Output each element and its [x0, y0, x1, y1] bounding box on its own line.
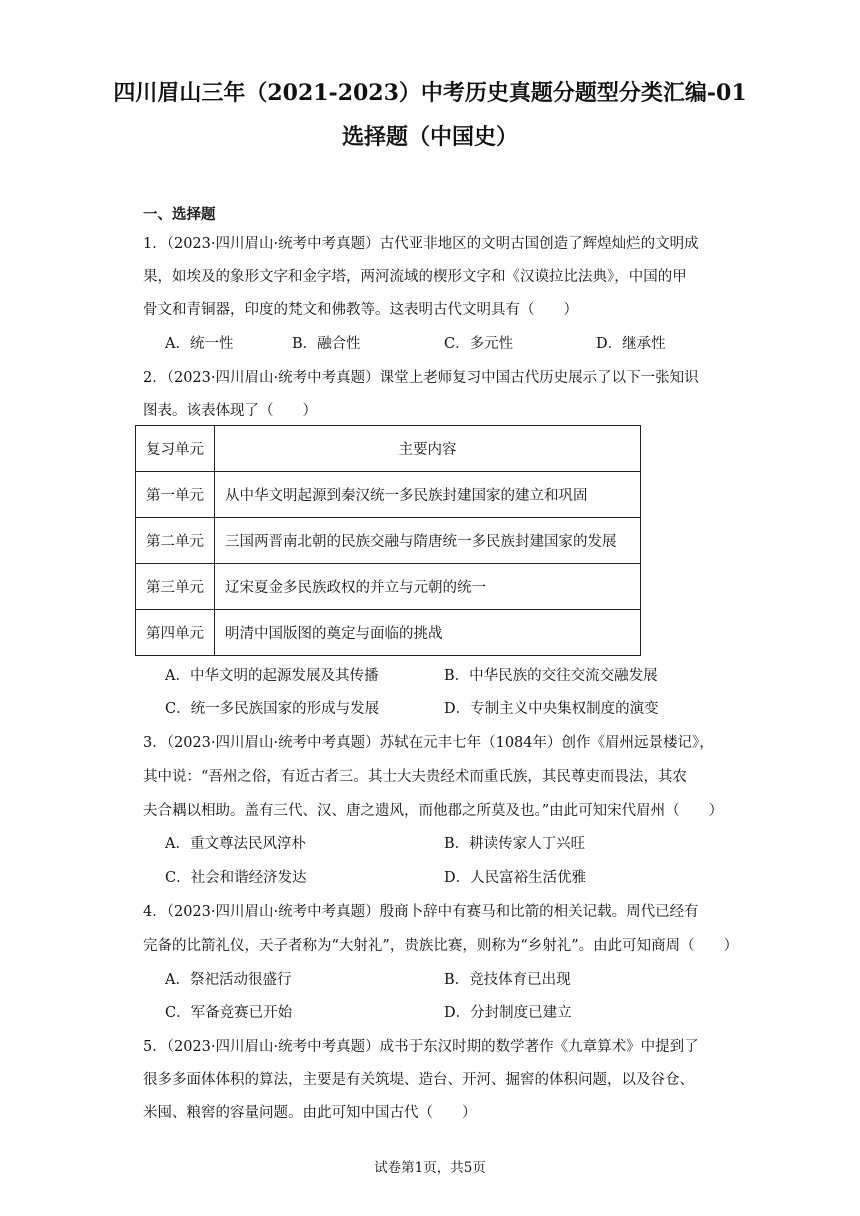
- question-1-line-3: 骨文和青铜器，印度的梵文和佛教等。这表明古代文明具有（ ）: [143, 302, 578, 318]
- question-2-option-d: D．专制主义中央集权制度的演变: [444, 701, 659, 717]
- table-header-row: [136, 426, 641, 472]
- question-2-option-b: B．中华民族的交往交流交融发展: [444, 668, 658, 684]
- question-5-line-3: 米囤、粮窖的容量问题。由此可知中国古代（ ）: [143, 1105, 477, 1121]
- question-4-option-b: B．竞技体育已出现: [444, 972, 571, 988]
- question-3-option-d: D．人民富裕生活优雅: [444, 870, 587, 886]
- question-1-option-b: B．融合性: [292, 336, 361, 352]
- section-heading: 一、选择题: [143, 206, 216, 223]
- question-2-option-c: C．统一多民族国家的形成与发展: [165, 701, 380, 717]
- document-title-line2: 选择题（中国史）: [341, 124, 518, 150]
- question-4-option-c: C．军备竞赛已开始: [165, 1005, 293, 1021]
- question-5-line-1: 5．（2023·四川眉山·统考中考真题）成书于东汉时期的数学著作《九章算术》中提到了: [143, 1039, 699, 1055]
- question-4-option-a: A．祭祀活动很盛行: [165, 972, 292, 988]
- question-2-line-1: 2．（2023·四川眉山·统考中考真题）课堂上老师复习中国古代历史展示了以下一张知识: [143, 370, 699, 386]
- table-cell-unit: 第四单元: [136, 610, 215, 656]
- question-3-line-3: 夫合耦以相助。盖有三代、汉、唐之遗风，而他郡之所莫及也。”由此可知宋代眉州（ ）: [143, 803, 724, 819]
- question-3-option-b: B．耕读传家人丁兴旺: [444, 836, 586, 852]
- table-header-unit: 复习单元: [136, 426, 215, 472]
- table-row: [136, 610, 641, 656]
- table-cell-content: 三国两晋南北朝的民族交融与隋唐统一多民族封建国家的发展: [215, 518, 641, 564]
- question-1-line-1: 1．（2023·四川眉山·统考中考真题）古代亚非地区的文明古国创造了辉煌灿烂的文明成: [143, 236, 699, 252]
- question-2-option-a: A．中华文明的起源发展及其传播: [165, 668, 379, 684]
- table-header-content: 主要内容: [215, 426, 641, 472]
- table-cell-content: 从中华文明起源到秦汉统一多民族封建国家的建立和巩固: [215, 472, 641, 518]
- table-cell-content: 辽宋夏金多民族政权的并立与元朝的统一: [215, 564, 641, 610]
- table-cell-content: 明清中国版图的奠定与面临的挑战: [215, 610, 641, 656]
- table-row: [136, 564, 641, 610]
- question-3-option-c: C．社会和谐经济发达: [165, 870, 307, 886]
- question-5-line-2: 很多多面体体积的算法，主要是有关筑堤、造台、开河、掘窖的体积问题，以及谷仓、: [143, 1072, 694, 1088]
- question-4-line-1: 4．（2023·四川眉山·统考中考真题）殷商卜辞中有赛马和比箭的相关记载。周代已经有: [143, 904, 699, 920]
- question-2-line-2: 图表。该表体现了（ ）: [143, 403, 317, 419]
- question-4-line-2: 完备的比箭礼仪，天子者称为“大射礼”，贵族比赛，则称为“乡射礼”。由此可知商周（ ）: [143, 938, 739, 954]
- table-cell-unit: 第三单元: [136, 564, 215, 610]
- question-3-line-2: 其中说：“吾州之俗，有近古者三。其士大夫贵经术而重氏族，其民尊吏而畏法，其农: [143, 769, 687, 785]
- question-1-option-a: A．统一性: [165, 336, 234, 352]
- table-cell-unit: 第一单元: [136, 472, 215, 518]
- table-row: [136, 518, 641, 564]
- question-1-line-2: 果，如埃及的象形文字和金字塔，两河流域的楔形文字和《汉谟拉比法典》，中国的甲: [143, 269, 687, 285]
- document-title-line1: 四川眉山三年（2021-2023）中考历史真题分题型分类汇编-01: [113, 80, 747, 106]
- question-1-option-c: C．多元性: [444, 336, 514, 352]
- question-1-option-d: D．继承性: [596, 336, 666, 352]
- question-3-option-a: A．重文尊法民风淳朴: [165, 836, 306, 852]
- review-table: [135, 425, 641, 656]
- page-footer: 试卷第1页，共5页: [374, 1160, 486, 1176]
- question-3-line-1: 3．（2023·四川眉山·统考中考真题）苏轼在元丰七年（1084年）创作《眉州远景楼记》，: [143, 735, 714, 751]
- question-4-option-d: D．分封制度已建立: [444, 1005, 572, 1021]
- table-cell-unit: 第二单元: [136, 518, 215, 564]
- table-row: [136, 472, 641, 518]
